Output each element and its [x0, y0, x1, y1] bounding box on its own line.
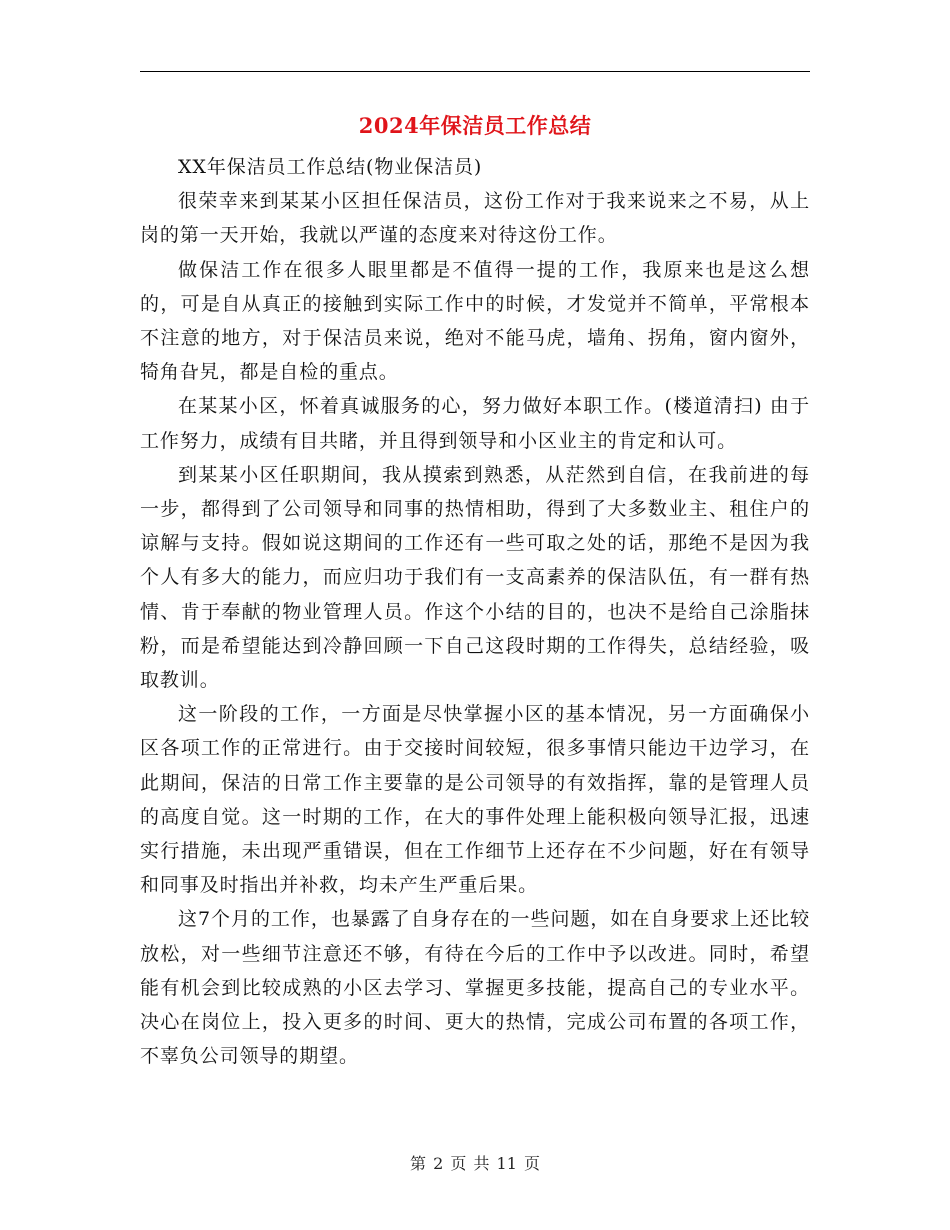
header-rule — [140, 71, 810, 72]
paragraph-reflection: 这7个月的工作，也暴露了自身存在的一些问题，如在自身要求上还比较放松，对一些细节注意还不够，有待在今后的工作中予以改进。同时，希望能有机会到比较成熟的小区去学习、掌握更多技能，提高自己的专业水平。决心在岗位上，投入更多的时间、更大的热情，完成公司布置的各项工作，不辜负公司领导的期望。 — [140, 908, 810, 1068]
document-title: 2024年保洁员工作总结 — [358, 113, 592, 138]
paragraph-perception: 做保洁工作在很多人眼里都是不值得一提的工作，我原来也是这么想的，可是自从真正的接触到实际工作中的时候，才发觉并不简单，平常根本不注意的地方，对于保洁员来说，绝对不能马虎，墙角、拐角，窗内窗外，犄角旮旯，都是自检的重点。 — [140, 258, 810, 384]
page-number-footer: 第 2 页 共 11 页 — [410, 1154, 540, 1173]
document-body — [140, 150, 810, 1073]
paragraph-service: 在某某小区，怀着真诚服务的心，努力做好本职工作。(楼道清扫) 由于工作努力，成绩有目共睹，并且得到领导和小区业主的肯定和认可。 — [140, 395, 810, 452]
paragraph-gratitude: 到某某小区任职期间，我从摸索到熟悉，从茫然到自信，在我前进的每一步，都得到了公司领导和同事的热情相助，得到了大多数业主、租住户的谅解与支持。假如说这期间的工作还有一些可取之处的话，那绝不是因为我个人有多大的能力，而应归功于我们有一支高素养的保洁队伍，有一群有热情、肯于奉献的物业管理人员。作这个小结的目的，也决不是给自己涂脂抹粉，而是希望能达到冷静回顾一下自己这段时期的工作得失，总结经验，吸取教训。 — [140, 463, 810, 692]
paragraph-intro: 很荣幸来到某某小区担任保洁员，这份工作对于我来说来之不易，从上岗的第一天开始，我就以严谨的态度来对待这份工作。 — [140, 190, 810, 247]
paragraph-subtitle: XX年保洁员工作总结(物业保洁员) — [178, 156, 483, 178]
paragraph-stage-work: 这一阶段的工作，一方面是尽快掌握小区的基本情况，另一方面确保小区各项工作的正常进行。由于交接时间较短，很多事情只能边干边学习，在此期间，保洁的日常工作主要靠的是公司领导的有效指挥，靠的是管理人员的高度自觉。这一时期的工作，在大的事件处理上能积极向领导汇报，迅速实行措施，未出现严重错误，但在工作细节上还存在不少问题，好在有领导和同事及时指出并补救，均未产生严重后果。 — [140, 703, 810, 897]
